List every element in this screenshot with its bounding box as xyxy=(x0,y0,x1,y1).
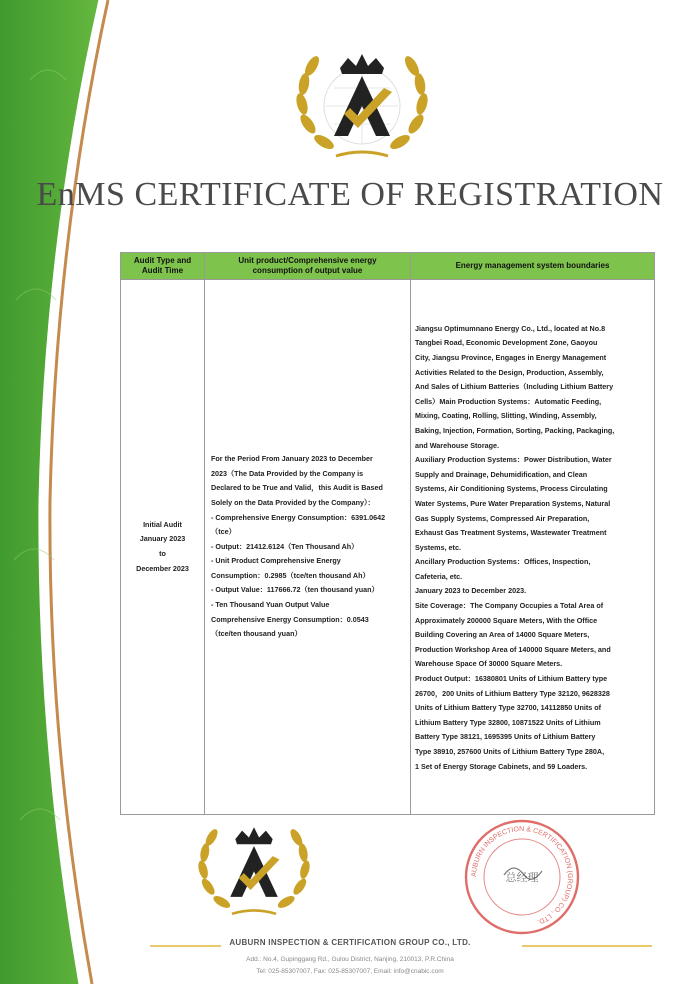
audit-table xyxy=(120,252,655,815)
header-consumption: Unit product/Comprehensive energy consumption of output value xyxy=(205,253,411,280)
footer-address: Add.: No.4, Gupinggang Rd., Gulou District, Nanjing, 210013, P.R.China xyxy=(246,956,454,963)
company-seal-stamp xyxy=(462,817,582,937)
table-row xyxy=(121,280,655,815)
audit-time-cell: Initial Audit January 2023 to December 2023 xyxy=(121,280,205,815)
bottom-emblem xyxy=(196,812,312,924)
footer-contact: Tel: 025-85307007, Fax: 025-85307007, Email: info@cnabic.com xyxy=(256,968,444,975)
certificate-title: EnMS CERTIFICATE OF REGISTRATION xyxy=(36,176,664,213)
consumption-cell: For the Period From January 2023 to December 2023（The Data Provided by the Company is Declared to be True and Valid，this Audit is Based Solely on the Data Provided by the Company）： - Comprehensive Energy Consumption：6391.0642 （tce） - Output：21412.6124（Ten Thousand Ah） - Unit Product Comprehensive Energy Consumption：0.2985（tce/ten thousand Ah） - Output Value：117666.72（ten thousand yuan） - Ten Thousand Yuan Output Value Comprehensive Energy Consumption：0.0543 （tce/ten thousand yuan） xyxy=(205,280,411,815)
footer-company-name: AUBURN INSPECTION & CERTIFICATION GROUP CO., LTD. xyxy=(0,938,700,947)
svg-text:总经理: 总经理 xyxy=(505,871,539,884)
header-audit-type: Audit Type and Audit Time xyxy=(121,253,205,280)
svg-text:AUBURN INSPECTION & CERTIFICAT: AUBURN INSPECTION & CERTIFICATION (GROUP) CO., LTD. xyxy=(470,825,574,926)
top-emblem xyxy=(296,36,428,168)
header-boundaries: Energy management system boundaries xyxy=(411,253,655,280)
boundaries-cell: Jiangsu Optimumnano Energy Co., Ltd., located at No.8 Tangbei Road, Economic Development Zone, Gaoyou City, Jiangsu Province, Engages in Energy Management Activities Related to the Design, Production, Assembly, And Sales of Lithium Batteries（Including Lithium Battery Cells）Main Production Systems：Automatic Feeding, Mixing, Coating, Rolling, Slitting, Winding, Assembly, Baking, Injection, Formation, Sorting, Packing, Packaging, and Warehouse Storage. Auxiliary Production Systems：Power Distribution, Water Supply and Drainage, Dehumidification, and Clean Systems, Air Conditioning Systems, Process Circulating Water Systems, Pure Water Preparation Systems, Natural Gas Supply Systems, Compressed Air Preparation, Exhaust Gas Treatment Systems, Wastewater Treatment Systems, etc. Ancillary Production Systems：Offices, Inspection, Cafeteria, etc. January 2023 to December 2023. Site Coverage：The Company Occupies a Total Area of Approximately 200000 Square Meters, With the Office Building Covering an Area of 14000 Square Meters, Production Workshop Area of 140000 Square Meters, and Warehouse Space Of 30000 Square Meters. Product Output：16380801 Units of Lithium Battery type 26700，200 Units of Lithium Battery Type 32120, 9628328 Units of Lithium Battery Type 32700, 14112850 Units of Lithium Battery Type 32800, 10871522 Units of Lithium Battery Type 38121, 1695395 Units of Lithium Battery Type 38910, 257600 Units of Lithium Battery Type 280A, 1 Set of Energy Storage Cabinets, and 59 Loaders. xyxy=(411,280,655,815)
